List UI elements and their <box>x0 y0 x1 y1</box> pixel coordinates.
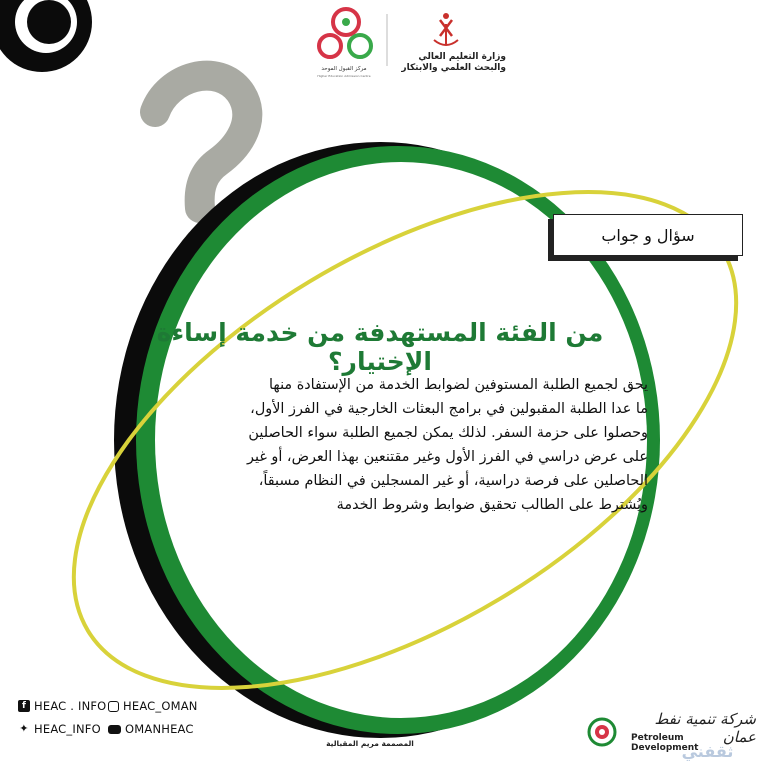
ministry-line-2: والبحث العلمي والابتكار <box>401 63 506 73</box>
answer-line: على عرض دراسي في الفرز الأول وغير مقتنعين بهذا العرض، أو غير <box>247 449 648 465</box>
center-name-ar: مركز القبول الموحد <box>321 66 367 72</box>
twitter-handle[interactable] <box>18 722 101 736</box>
designer-credit: المصممة مريم المقبالية <box>326 739 414 748</box>
facebook-handle-text: HEAC . INFO <box>34 699 107 713</box>
ministry-name <box>396 52 506 74</box>
ministry-emblem-icon <box>434 13 458 45</box>
facebook-icon: f <box>18 700 30 712</box>
answer-line: ويُشترط على الطالب تحقيق ضوابط وشروط الخدمة <box>336 497 648 513</box>
answer-line: الحاصلين على فرصة دراسية، أو غير المسجلين في النظام مسبقاً، <box>258 473 648 489</box>
admission-center-logo-icon <box>319 9 371 57</box>
twitter-handle-text: HEAC_INFO <box>34 722 101 736</box>
center-name-en: Higher Education Admission Centre <box>317 74 371 78</box>
answer-line: يحق لجميع الطلبة المستوفين لضوابط الخدمة من الإستفادة منها <box>269 377 648 393</box>
instagram-icon <box>108 701 119 712</box>
sponsor-name-en: Petroleum Development <box>631 733 699 753</box>
ministry-line-1: وزارة التعليم العالي <box>418 52 506 62</box>
admission-center-name <box>312 66 376 80</box>
answer-line: ما عدا الطلبة المقبولين في برامج البعثات الخارجية في الفرز الأول، <box>250 401 648 417</box>
instagram-handle[interactable] <box>108 699 198 713</box>
twitter-icon: ✦ <box>19 722 29 735</box>
corner-circles-logo <box>0 0 92 72</box>
youtube-handle-text: OMANHEAC <box>125 722 194 736</box>
page-title: من الفئة المستهدفة من خدمة إساءة الإختيار؟ <box>156 318 604 376</box>
facebook-handle[interactable] <box>18 699 106 713</box>
instagram-handle-text: HEAC_OMAN <box>123 699 198 713</box>
pdo-logo-icon <box>589 719 615 745</box>
youtube-icon <box>108 725 121 734</box>
answer-text <box>120 373 648 517</box>
youtube-handle[interactable] <box>108 722 194 736</box>
watermark: ثقفني <box>681 742 734 761</box>
answer-line: وحصلوا على حزمة السفر. لذلك يمكن لجميع الطلبة سواء الحاصلين <box>248 425 648 441</box>
qa-badge-label: سؤال و جواب <box>601 225 695 245</box>
sponsor-name-ar: شركة تنمية نفط عمان <box>654 710 756 746</box>
qa-badge <box>553 214 743 256</box>
